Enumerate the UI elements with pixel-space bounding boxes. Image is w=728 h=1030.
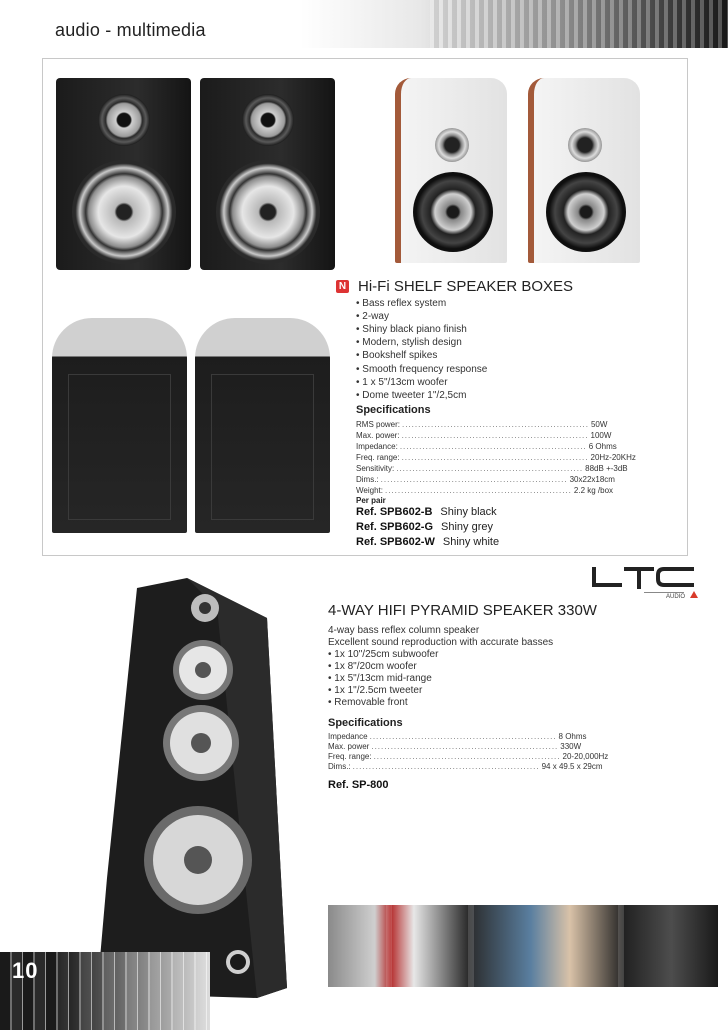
spec-value: 50W <box>590 420 608 429</box>
spec-label: Weight: <box>356 486 383 495</box>
spec-label: Freq. range: <box>356 453 400 462</box>
leader-dots: .......................................................... <box>396 464 584 473</box>
spec-value: 2.2 kg /box <box>573 486 614 495</box>
product2-reference: Ref. SP-800 <box>328 779 389 791</box>
spec-label: Impedance: <box>356 442 398 451</box>
page-number: 10 <box>12 958 39 983</box>
leader-dots: .......................................................... <box>369 732 557 741</box>
spec-row <box>356 442 617 451</box>
product2-line: 4-way bass reflex column speaker <box>328 625 480 636</box>
ltc-audio-logo <box>590 565 702 601</box>
spec-value: 330W <box>560 742 582 751</box>
spec-row <box>356 464 628 473</box>
woofer <box>72 160 176 264</box>
page-number-fade <box>60 952 210 1030</box>
feature-item: • Bookshelf spikes <box>356 350 438 361</box>
spec-value: 30x22x18cm <box>569 475 615 484</box>
spec-row <box>356 431 612 440</box>
product2-line: Excellent sound reproduction with accurate basses <box>328 637 554 648</box>
grill-panel <box>211 374 314 520</box>
reference-row <box>356 506 497 518</box>
logo-subtext: AUDIO <box>666 594 686 600</box>
section-title: audio - multimedia <box>55 20 206 40</box>
spec-label: RMS power: <box>356 420 401 429</box>
per-pair-note: Per pair <box>356 496 386 505</box>
product1-title: Hi-Fi SHELF SPEAKER BOXES <box>358 278 574 295</box>
spec-label: Max. power <box>328 742 370 751</box>
product2-line: • 1x 5"/13cm mid-range <box>328 673 432 684</box>
spec-row <box>356 486 614 495</box>
spec-row <box>328 732 587 741</box>
feature-item: • Modern, stylish design <box>356 337 462 348</box>
reference-desc: Shiny white <box>442 536 500 548</box>
woofer <box>546 172 626 252</box>
leader-dots: .......................................................... <box>401 431 589 440</box>
reference-desc: Shiny black <box>440 506 497 518</box>
tweeter <box>568 128 602 162</box>
woofer <box>216 160 320 264</box>
spec-value: 20Hz-20KHz <box>590 453 636 462</box>
spec-value: 94 x 49.5 x 29cm <box>541 762 603 771</box>
spec-value: 8 Ohms <box>558 732 587 741</box>
lifestyle-photo-strip <box>328 905 718 987</box>
speaker-grill-left <box>52 318 187 533</box>
speaker-white-left <box>395 78 507 263</box>
spec-label: Impedance <box>328 732 368 741</box>
photo-divider <box>386 905 392 987</box>
feature-item: • 2-way <box>356 311 389 322</box>
pyramid-tower-speaker <box>97 578 287 998</box>
tweeter <box>242 94 294 146</box>
leader-dots: .......................................................... <box>384 486 572 495</box>
reference-code: Ref. SPB602-G <box>356 521 434 533</box>
spec-value: 6 Ohms <box>588 442 617 451</box>
reference-desc: Shiny grey <box>441 521 494 533</box>
product2-line: • 1x 1"/2.5cm tweeter <box>328 685 423 696</box>
spec-heading: Specifications <box>356 404 431 416</box>
spec-row <box>328 762 603 771</box>
spec-label: Sensitivity: <box>356 464 395 473</box>
woofer <box>413 172 493 252</box>
spec-label: Dims.: <box>356 475 379 484</box>
spec-row <box>328 742 582 751</box>
header-stripes <box>430 0 728 48</box>
speaker-black-left <box>56 78 191 270</box>
photo-divider <box>618 905 624 987</box>
spec-row <box>328 752 609 761</box>
feature-item: • Smooth frequency response <box>356 364 488 375</box>
product2-title: 4-WAY HIFI PYRAMID SPEAKER 330W <box>328 602 597 619</box>
reference-row <box>356 536 499 548</box>
spec-label: Max. power: <box>356 431 400 440</box>
product2-info <box>328 602 609 797</box>
tweeter <box>435 128 469 162</box>
leader-dots: .......................................................... <box>380 475 568 484</box>
speaker-black-right <box>200 78 335 270</box>
speaker-grill-right <box>195 318 330 533</box>
feature-item: • Shiny black piano finish <box>356 324 467 335</box>
spec-label: Dims.: <box>328 762 351 771</box>
product2-line: • 1x 8"/20cm woofer <box>328 661 417 672</box>
grill-panel <box>68 374 171 520</box>
leader-dots: .......................................................... <box>402 420 589 429</box>
reference-code: Ref. SPB602-W <box>356 536 435 548</box>
reference-row <box>356 521 493 533</box>
leader-dots: .......................................................... <box>399 442 587 451</box>
spec-label: Freq. range: <box>328 752 372 761</box>
spec-row <box>356 475 615 484</box>
spec-value: 88dB +-3dB <box>585 464 628 473</box>
feature-item: • 1 x 5"/13cm woofer <box>356 377 448 388</box>
photo-divider <box>468 905 474 987</box>
reference-code: Ref. SPB602-B <box>356 506 433 518</box>
spec-value: 20-20,000Hz <box>562 752 609 761</box>
leader-dots: .......................................................... <box>371 742 559 751</box>
feature-item: • Dome tweeter 1"/2,5cm <box>356 390 467 401</box>
speaker-white-right <box>528 78 640 263</box>
spec-heading: Specifications <box>328 717 403 729</box>
product2-line: • Removable front <box>328 697 408 708</box>
spec-value: 100W <box>590 431 612 440</box>
leader-dots: .......................................................... <box>373 752 561 761</box>
leader-dots: .......................................................... <box>352 762 540 771</box>
feature-item: • Bass reflex system <box>356 298 447 309</box>
product2-line: • 1x 10"/25cm subwoofer <box>328 649 439 660</box>
spec-row <box>356 453 636 462</box>
new-badge: N <box>336 280 349 293</box>
leader-dots: .......................................................... <box>401 453 589 462</box>
tweeter <box>98 94 150 146</box>
spec-row <box>356 420 608 429</box>
